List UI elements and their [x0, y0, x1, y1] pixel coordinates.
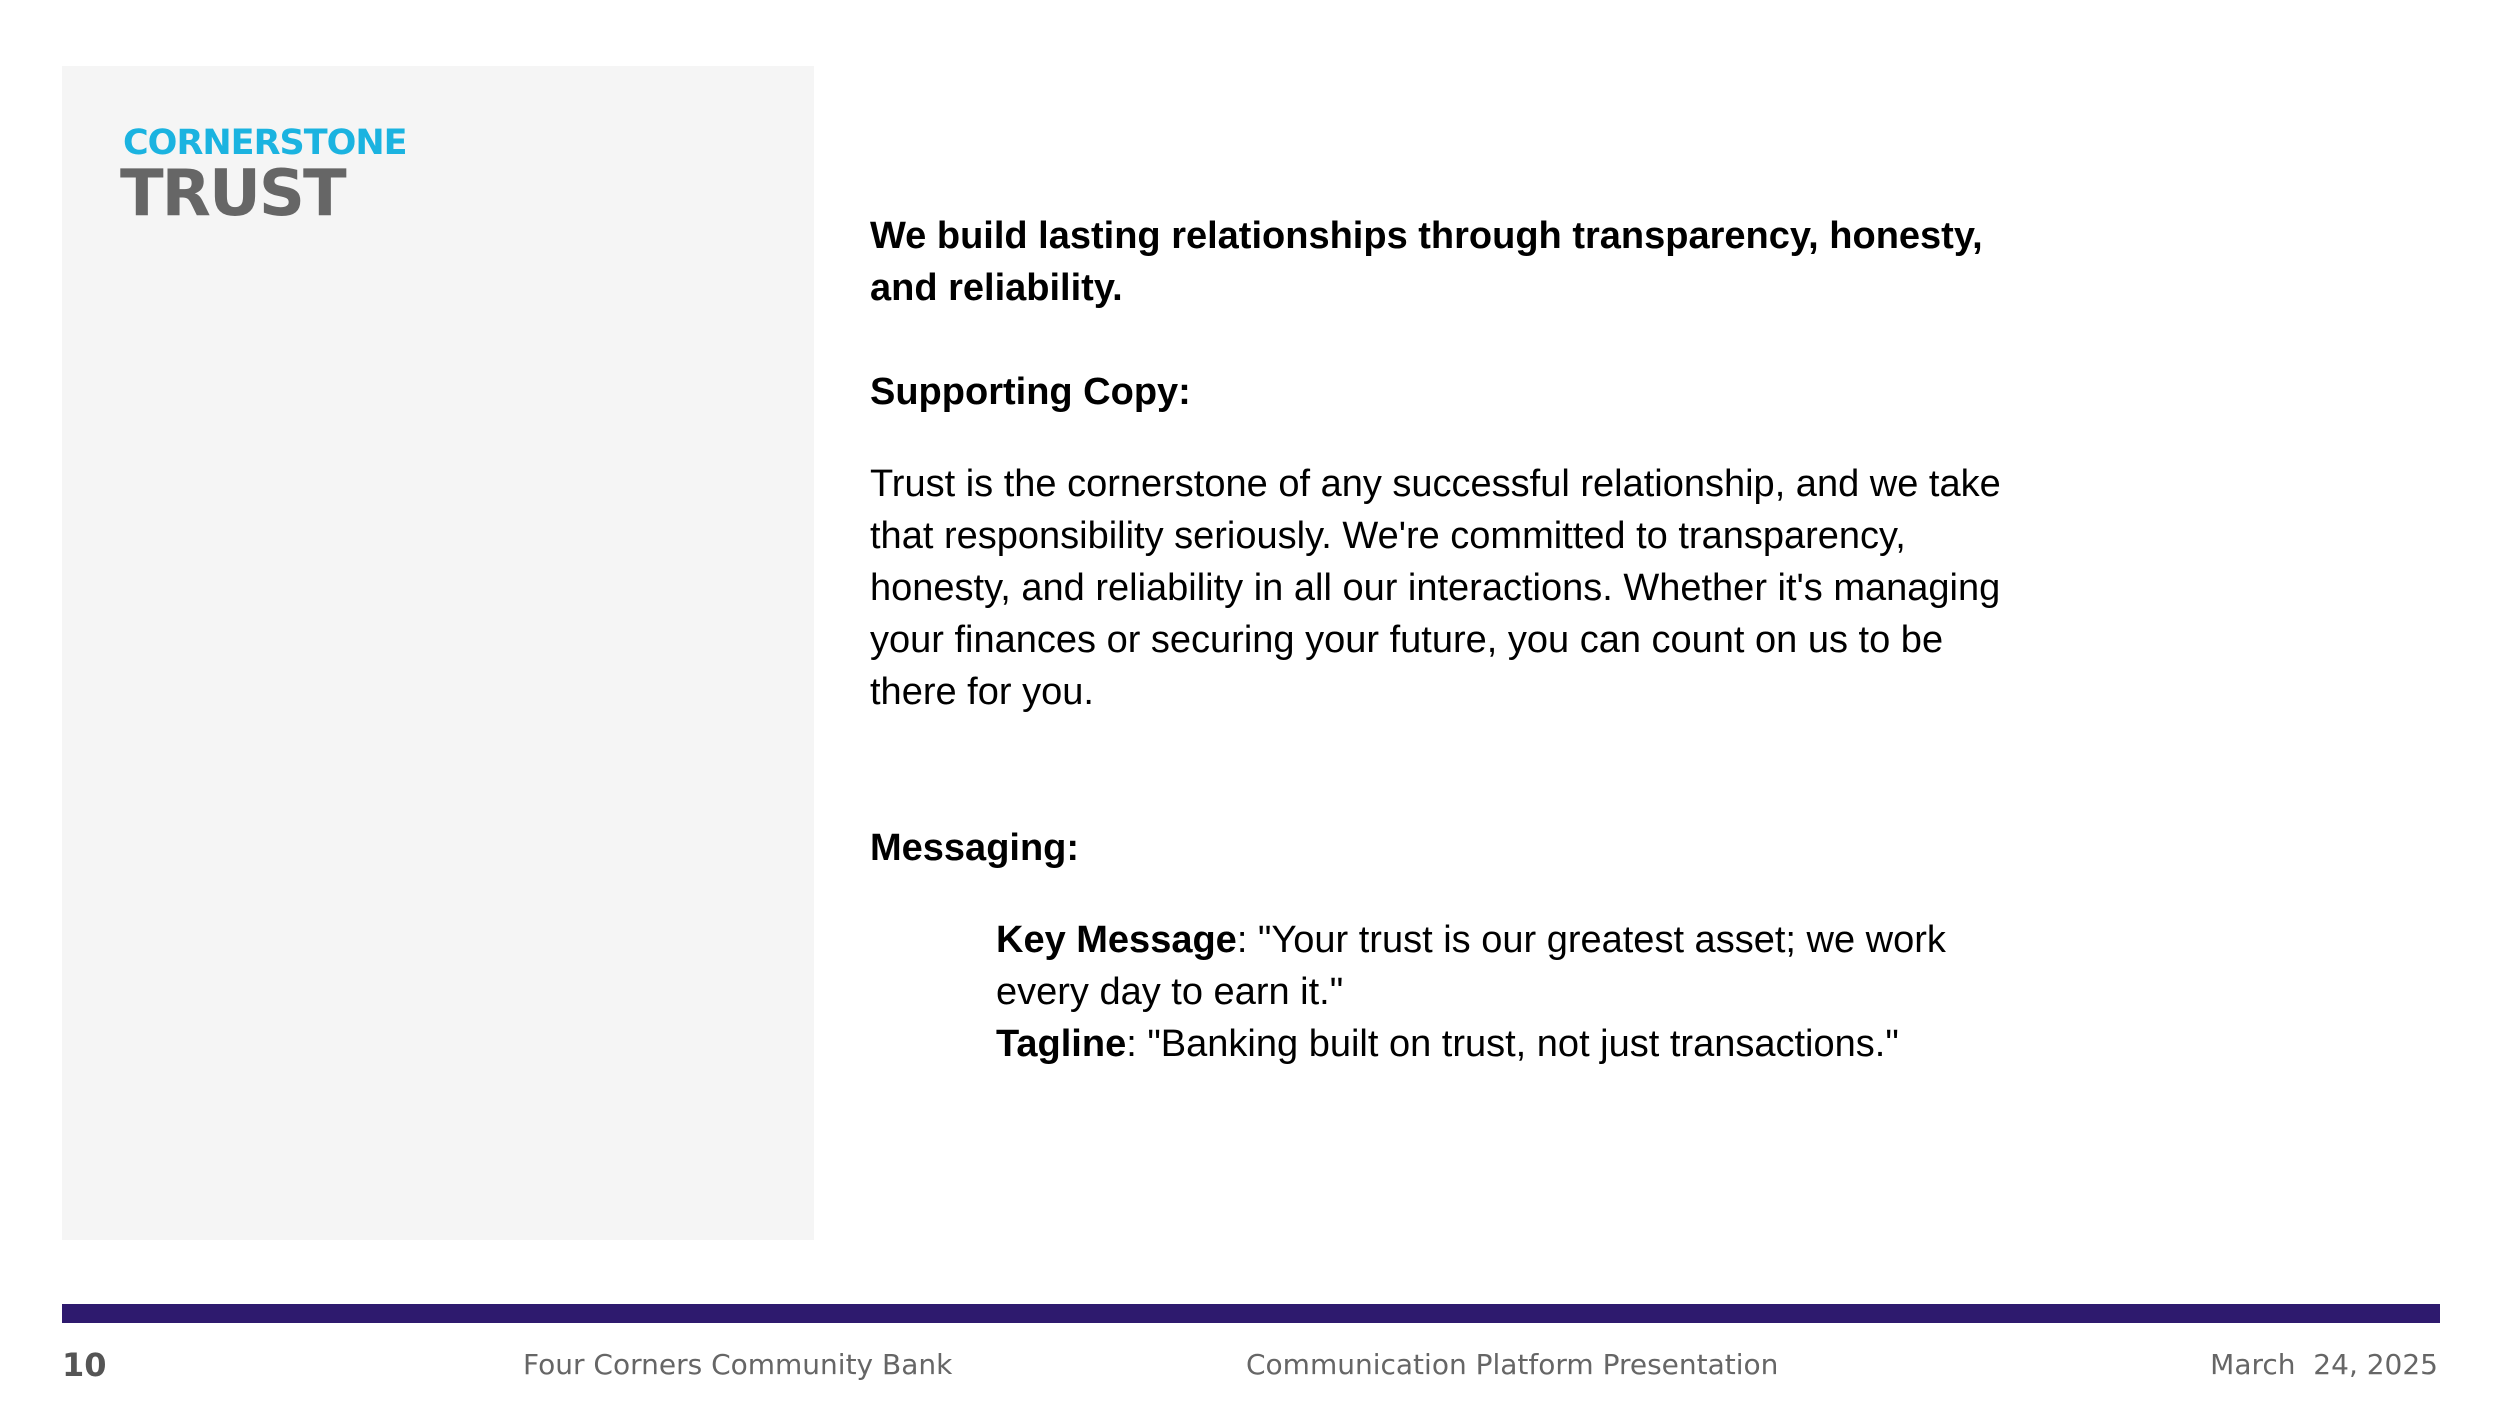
slide-eyebrow: CORNERSTONE: [123, 123, 407, 163]
slide-content: [870, 210, 2030, 1070]
supporting-copy-text: Trust is the cornerstone of any successful relationship, and we take that responsibility seriously. We're committed to transparency, honesty, and reliability in all our interactions. Whether it's managing your finances or securing your future, you can count on us to be there for you.: [870, 463, 2001, 713]
message-list: [996, 914, 1996, 1070]
tagline-label: Tagline: [996, 1023, 1127, 1065]
key-message-text: : "Your trust is our greatest asset; we work every day to earn it.": [996, 919, 1946, 1013]
key-message-label: Key Message: [996, 919, 1237, 961]
tagline-text: : "Banking built on trust, not just transactions.": [1126, 1023, 1899, 1065]
footer-presentation-title: Communication Platform Presentation: [1246, 1348, 1779, 1381]
page-number: 10: [62, 1346, 107, 1384]
slide-title: TRUST: [120, 157, 345, 231]
side-panel: [62, 66, 814, 1240]
headline: We build lasting relationships through transparency, honesty, and reliability.: [870, 215, 1983, 309]
messaging-heading: Messaging:: [870, 827, 1080, 869]
supporting-copy-heading: Supporting Copy:: [870, 371, 1191, 413]
tagline: [996, 1018, 1996, 1070]
footer-bar: [62, 1304, 2440, 1323]
footer-company-name: Four Corners Community Bank: [523, 1348, 953, 1381]
footer-date: March 24, 2025: [2210, 1348, 2438, 1381]
key-message: [996, 914, 1996, 1018]
